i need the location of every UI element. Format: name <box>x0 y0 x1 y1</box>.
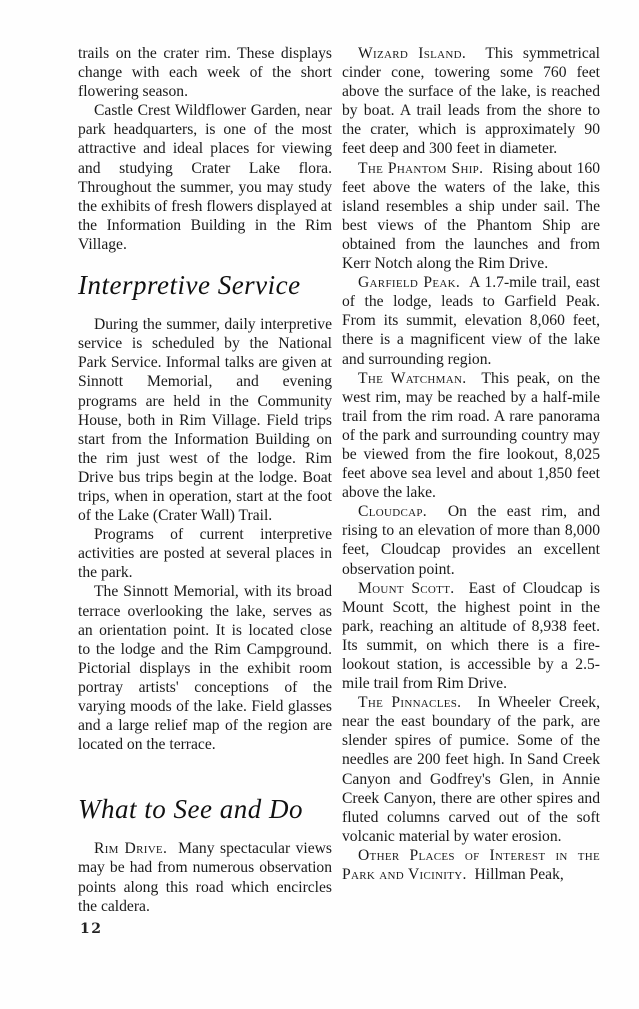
entry-title: The Watchman. <box>358 369 467 387</box>
entry-title: Wizard Island. <box>358 45 467 62</box>
section-heading-interpretive-service: Interpretive Service <box>78 270 301 301</box>
entry-paragraph <box>342 846 600 884</box>
entry-title: Cloudcap. <box>358 503 427 521</box>
entry-title: The Pinnacles. <box>358 694 462 712</box>
entry-paragraph <box>342 369 600 503</box>
section-heading-what-to-see: What to See and Do <box>78 794 303 825</box>
entry-paragraph <box>342 159 600 274</box>
entry-title: Rim Drive. <box>94 840 168 858</box>
entry-text: Rising about 160 feet above the waters of the lake, this island resembles a ship under sail. The best views of the Phantom Ship are obtained from the launches and from Kerr Notch along the Rim Drive. <box>342 159 600 273</box>
page-number: 12 <box>80 921 103 937</box>
entry-paragraph <box>342 273 600 368</box>
entry-title: The Phantom Ship. <box>358 159 484 177</box>
entry-text: In Wheeler Creek, near the east boundary of the park, are slender spires of pumice. Some of the needles are 200 feet high. In Sand Creek Canyon and Godfrey's Glen, in Annie Creek Canyon, there are other spires and fluted columns carved out of the soft volcanic material by water erosion. <box>342 694 600 845</box>
interpretive-paragraph: The Sinnott Memorial, with its broad terrace overlooking the lake, serves as an orientation point. It is located close to the lodge and the Rim Campground. Pictorial displays in the exhibit room portray artists' conceptions of the varying moods of the lake. Field glasses and a large relief map of the region are located on the terrace. <box>78 583 332 754</box>
interpretive-paragraph: During the summer, daily interpretive service is scheduled by the National Park Service. Informal talks are given at Sinnott Memorial, and evening programs are held in the Community House, both in Rim Village. Field trips start from the Information Building on the rim just west of the lodge. Rim Drive bus trips begin at the lodge. Boat trips, when in operation, start at the foot of the Lake (Crater Wall) Trail. <box>78 316 332 525</box>
entry-text: This symmetrical cinder cone, towering some 760 feet above the surface of the lake, is reached by boat. A trail leads from the shore to the crater, which is approximately 90 feet deep and 300 feet in diameter. <box>342 45 601 158</box>
entry-paragraph <box>342 579 600 694</box>
interpretive-paragraph: Programs of current interpretive activities are posted at several places in the park. <box>78 526 332 582</box>
entry-paragraph <box>342 502 600 578</box>
entry-paragraph <box>342 44 600 159</box>
rim-drive-paragraph <box>78 839 332 915</box>
entry-paragraph <box>342 693 600 846</box>
entry-title: Garfield Peak. <box>358 274 461 292</box>
castle-crest-paragraph: Castle Crest Wildflower Garden, near park headquarters, is one of the most attractive and ideal places for viewing and studying Crater Lake flora. Throughout the summer, you may study the exhibits of fresh flowers displayed at the Information Building in the Rim Village. <box>78 102 332 253</box>
entry-text: Many spectacular views may be had from numerous observation points along this road which encircles the caldera. <box>78 840 332 915</box>
right-column <box>342 44 600 884</box>
entry-text: Hillman Peak, <box>474 866 564 884</box>
left-column <box>78 44 332 916</box>
entry-text: A 1.7-mile trail, east of the lodge, leads to Garfield Peak. From its summit, elevation 8,060 feet, there is a magnificent view of the lake and surrounding region. <box>342 274 601 368</box>
entry-title: Mount Scott. <box>358 579 455 597</box>
entry-text: This peak, on the west rim, may be reached by a half-mile trail from the rim road. A rare panorama of the park and surrounding country may be viewed from the fire lookout, 8,025 feet above sea level and about 1,850 feet above the lake. <box>342 369 600 502</box>
entry-text: East of Cloudcap is Mount Scott, the highest point in the park, reaching an altitude of 8,938 feet. Its summit, on which there is a fire-lookout station, is accessible by a 2.5-mile trail from Rim Drive. <box>342 579 600 693</box>
intro-continuation-paragraph: trails on the crater rim. These displays change with each week of the short flowering season. <box>78 45 332 101</box>
entry-title: Other Places of Interest in the Park and Vicinity. <box>342 846 600 884</box>
entry-text: On the east rim, and rising to an elevation of more than 8,000 feet, Cloudcap provides an excellent observation point. <box>342 503 600 578</box>
